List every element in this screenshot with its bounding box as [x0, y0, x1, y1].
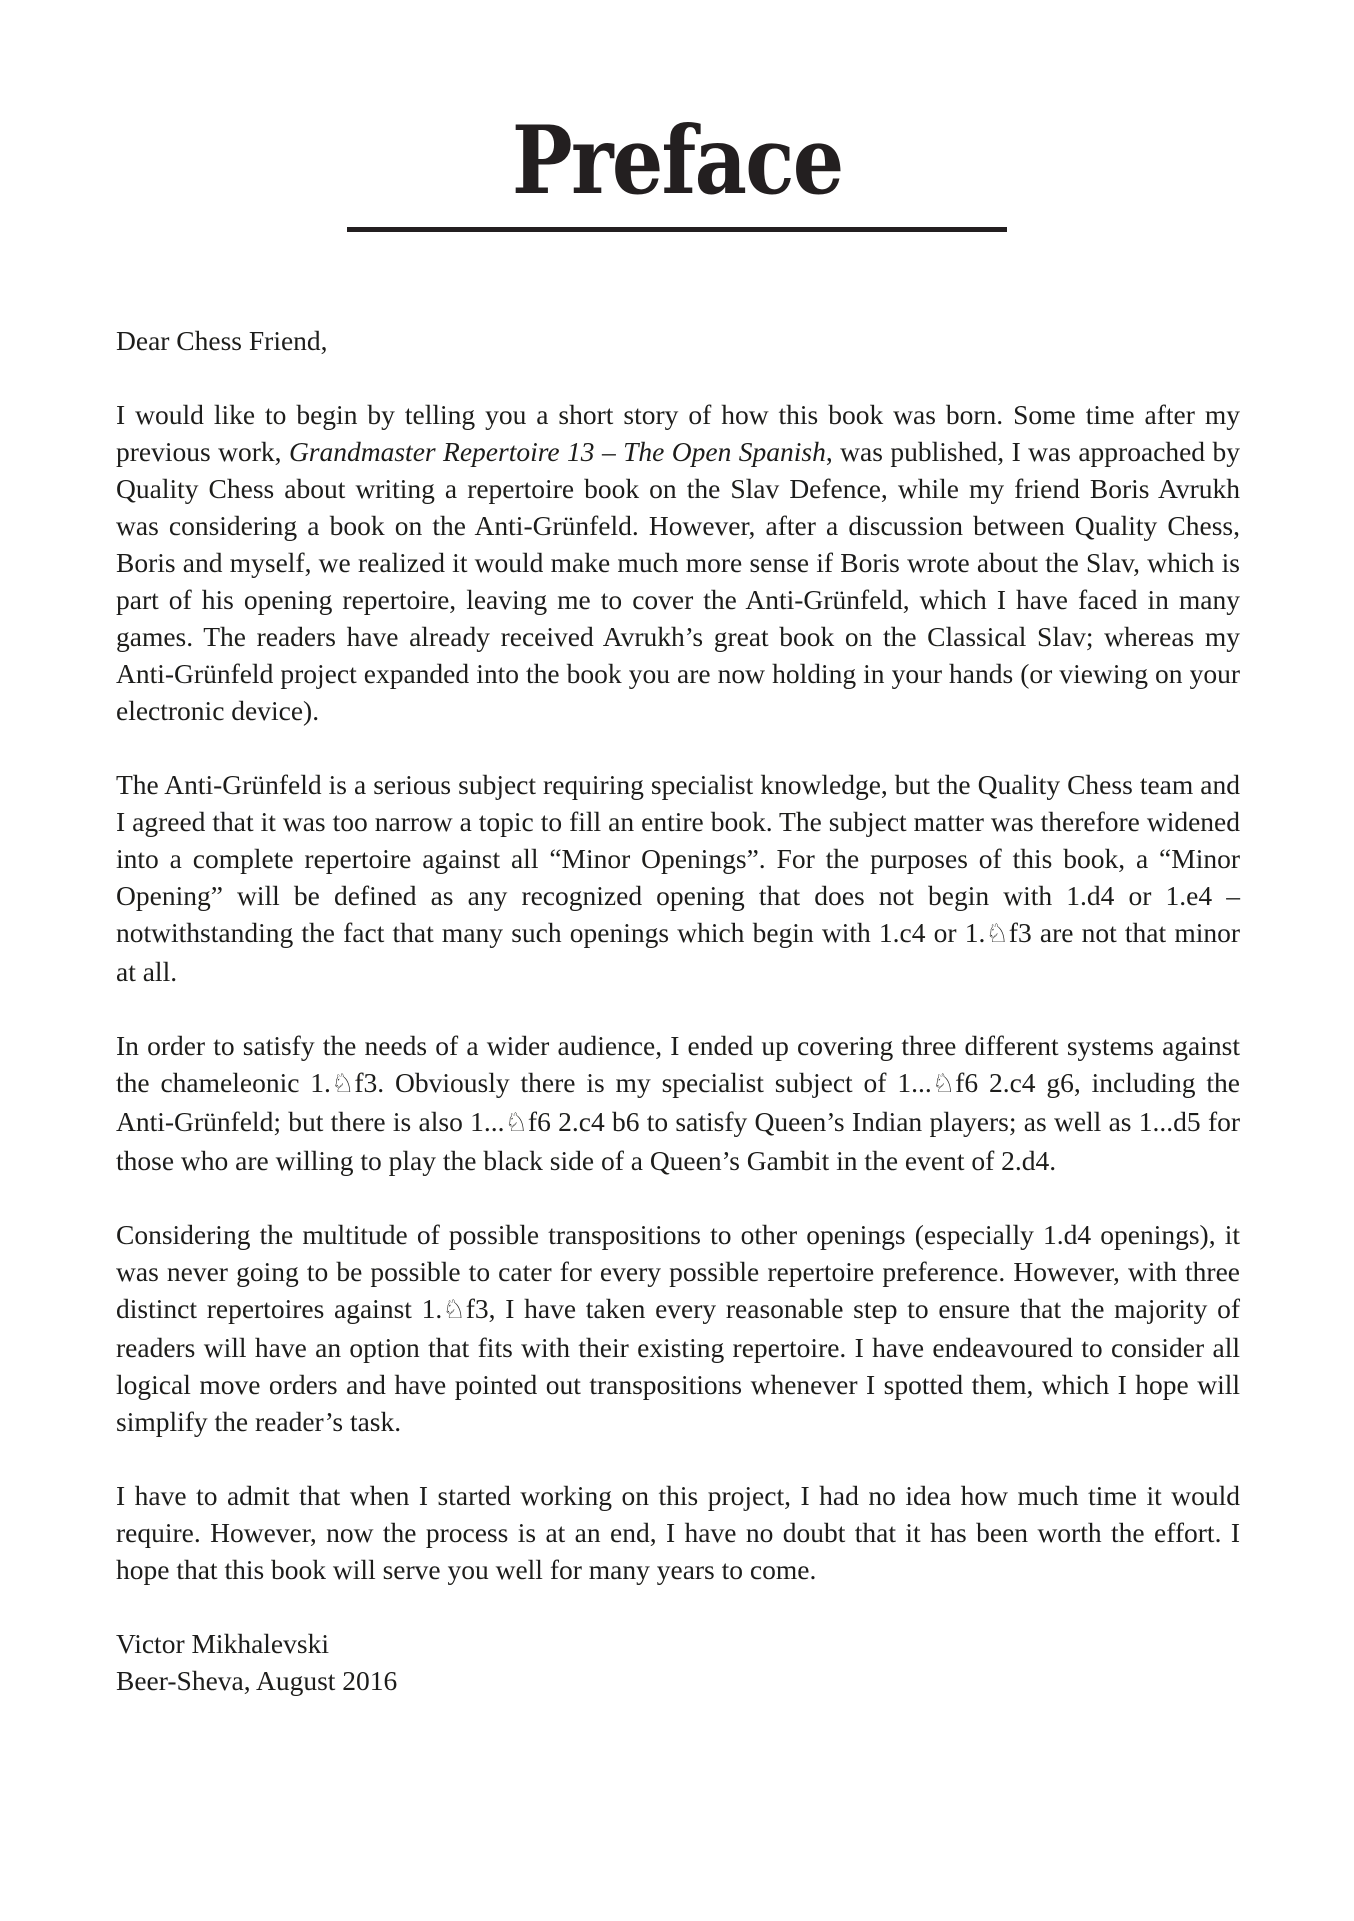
paragraph-2: [116, 766, 1240, 990]
text-segment: I would like to begin by telling you a short story of how this book was born. Some time after my previous work,: [116, 398, 1240, 467]
text-segment: f6 2.c4 b6 to satisfy Queen’s Indian players; as well as 1...d5 for those who are willing to play the black side of a Queen’s Gambit in the event of 2.d4.: [116, 1105, 1241, 1176]
text-segment: , was published, I was approached by Quality Chess about writing a repertoire book on the Slav Defence, while my friend Boris Avrukh was considering a book on the Anti-Grünfeld. However, after a discussion between Quality Chess, Boris and myself, we realized it would make much more sense if Boris wrote about the Slav, which is part of his opening repertoire, leaving me to cover the Anti-Grünfeld, which I have faced in many games. The readers have already received Avrukh’s great book on the Classical Slav; whereas my Anti-Grünfeld project expanded into the book you are now holding in your hands (or viewing on your electronic device).: [116, 435, 1240, 726]
chess-knight-glyph: ♘: [985, 918, 1009, 949]
text-segment: f6 2.c4 g6, including the Anti-Grünfeld; but there is also 1...: [116, 1066, 1241, 1137]
chess-knight-glyph: ♘: [442, 1294, 466, 1325]
text-segment: Considering the multitude of possible transpositions to other openings (especially 1.d4 openings), it was never going to be possible to cater for every possible repertoire preference. However, with three distinct repertoires against 1.: [116, 1218, 1240, 1324]
text-segment: I have to admit that when I started working on this project, I had no idea how much time it would require. However, now the process is at an end, I have no doubt that it has been worth the effort. I hope that this book will serve you well for many years to come.: [116, 1479, 1240, 1585]
paragraph-1: [116, 396, 1240, 729]
signature-name: Victor Mikhalevski: [116, 1627, 329, 1659]
chess-knight-glyph: ♘: [504, 1107, 528, 1138]
signature-place-date: Beer-Sheva, August 2016: [116, 1664, 398, 1696]
chess-knight-glyph: ♘: [330, 1068, 355, 1099]
text-segment: In order to satisfy the needs of a wider audience, I ended up covering three different systems against the chameleonic 1.: [116, 1029, 1240, 1098]
salutation: Dear Chess Friend,: [116, 324, 328, 356]
paragraph-4: [116, 1216, 1240, 1440]
text-segment: f3. Obviously there is my specialist subject of 1...: [354, 1066, 932, 1098]
chess-knight-glyph: ♘: [931, 1068, 956, 1099]
signature-block: [116, 1625, 1240, 1699]
chapter-header: [0, 0, 1354, 232]
title-rule: [347, 227, 1007, 232]
text-segment: f3 are not that minor at all.: [116, 916, 1241, 987]
italic-text-segment: Grandmaster Repertoire 13 – The Open Spanish: [288, 435, 826, 467]
page-title-text: Preface: [511, 106, 843, 216]
paragraph-3: [116, 1027, 1240, 1179]
text-segment: f3, I have taken every reasonable step to ensure that the majority of readers will have an option that fits with their existing repertoire. I have endeavoured to consider all logical move orders and have pointed out transpositions whenever I spotted them, which I hope will simplify the reader’s task.: [116, 1292, 1240, 1437]
text-segment: The Anti-Grünfeld is a serious subject requiring specialist knowledge, but the Quality Chess team and I agreed that it was too narrow a topic to fill an entire book. The subject matter was therefore widened into a complete repertoire against all “Minor Openings”. For the purposes of this book, a “Minor Opening” will be defined as any recognized opening that does not begin with 1.d4 or 1.e4 – notwithstanding the fact that many such openings which begin with 1.c4 or 1.: [116, 768, 1240, 948]
page-title: [0, 106, 1354, 216]
paragraph-5: [116, 1477, 1240, 1588]
preface-text: [0, 322, 1354, 1699]
